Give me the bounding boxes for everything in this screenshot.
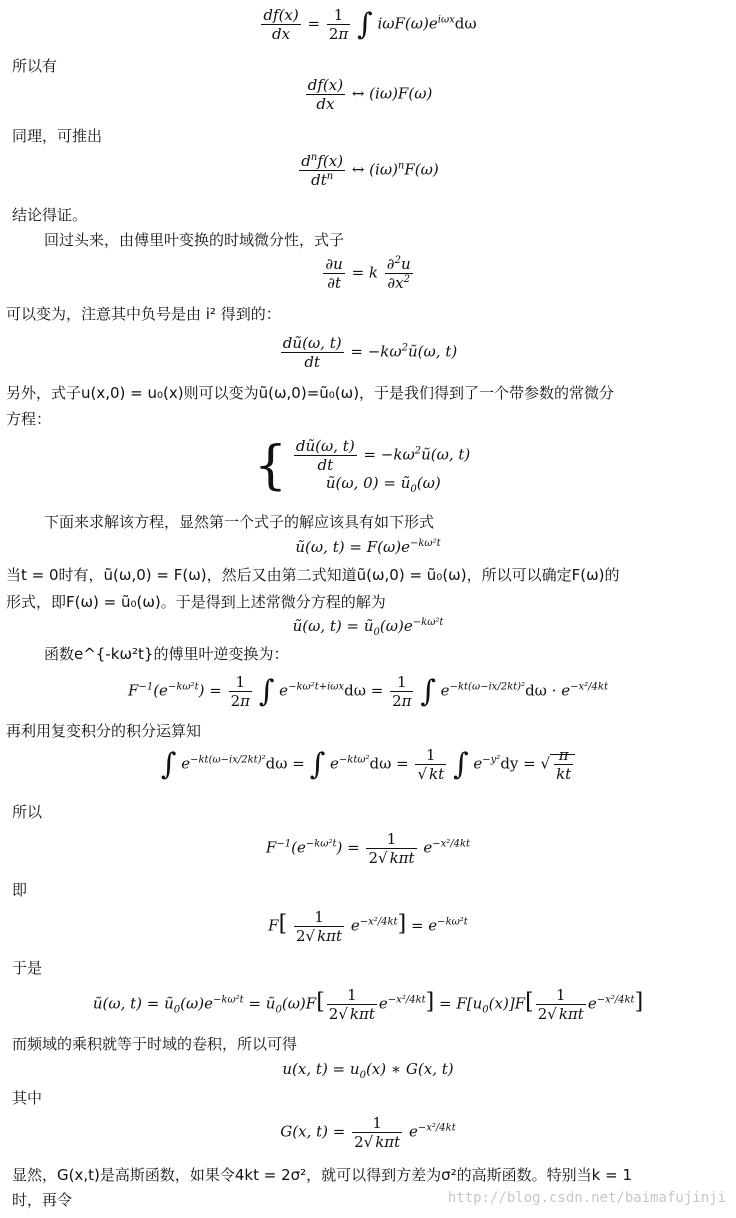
equation-4: $\frac{\partial u}{\partial t}$ = k $\frac{\partial^2u}{\partial x^2}$ — [325, 255, 411, 292]
equation-7: ũ(ω, $t) = F(\omega)e^{-k\omega^2t}$ — [295, 538, 441, 556]
text-line-18: 显然，G(x,t)是高斯函数，如果令4kt = 2σ²，就可以得到方差为σ²的高斯函数。特别当k = 1 — [12, 1166, 632, 1184]
equation-15: G(x, t) = $\frac{1}{\text{2√ kπt}}$ $e^{-x^2/4kt}$ — [280, 1114, 456, 1151]
equation-13: ũ(ω, $t) = ũ_0(\omega)e^{-k\omega^2t}$ = $ũ_0(\omega)F$[ $\frac{1}{\text{2√ kπt}}$ $e^{-x^2/4kt}] = F[u_0(x)]F$[ $\frac{1}{\text{2√ kπt}}$ $e^{-x^2/4kt}$] — [92, 986, 644, 1023]
text-line-16: 而频域的乘积就等于时域的卷积，所以可得 — [12, 1035, 298, 1053]
text-line-3: 结论得证。 — [12, 206, 88, 224]
text-line-11: 函数e^{-kω²t}的傅里叶逆变换为： — [44, 645, 289, 663]
equation-5: $\frac{dũ(\omega, t)}{dt}$ = $-k\omega^2ũ(\omega$, t) — [282, 334, 458, 371]
text-line-6: 另外，式子u(x,0) = u₀(x)则可以变为ũ(ω,0)=ũ₀(ω)，于是我们得到了一个带参数的常微分 — [6, 384, 615, 402]
equation-system: { $\frac{dũ(\omega, t)}{dt}$ = $-k\omega^2ũ(\omega$, t) ũ(ω, $0) = ũ_0(\omega)$ — [254, 436, 471, 496]
text-line-12: 再利用复变积分的积分运算知 — [6, 722, 202, 740]
equation-2: $\frac{df(x)}{dx}$ ↔ (iω)F(ω) — [307, 76, 433, 113]
equation-10: ∫ $e^{-kt(\omega-ix/2kt)^2}d\omega$ = ∫ $e^{-kt\omega^2}d\omega$ = $\frac{1}{√ kt}$ ∫ $e^{-y^2}dy$ = √ $\frac{\pi}{kt}$ — [0, 746, 736, 783]
equation-12: F[ $\frac{1}{\text{2√ kπt}}$ $e^{-x^2/4kt}] = e^{-k\omega^2t}$ — [268, 908, 468, 945]
equation-3: $\frac{d^nf(x)}{dt^n}$ ↔ $(i\omega)^nF(\omega)$ — [301, 152, 439, 189]
text-line-2: 同理，可推出 — [12, 127, 103, 145]
equation-14: u(x, $t) = u_0(x)$ ∗ G(x, t) — [282, 1060, 454, 1081]
text-line-1: 所以有 — [12, 57, 58, 75]
equation-9: $F^{-1}(e^{-k\omega^2t})$ = $\frac{1}{2\pi}$ ∫ $e^{-k\omega^2t+i\omega x}d\omega$ = $\frac{1}{2\pi}$ ∫ $e^{-kt(\omega-ix/2kt)^2}d\omega \cdot e^{-x^2/4kt}$ — [128, 673, 608, 710]
equation-8: ũ(ω, $t) = ũ_0(\omega)e^{-k\omega^2t}$ — [292, 617, 444, 638]
text-line-8: 下面来求解该方程，显然第一个式子的解应该具有如下形式 — [44, 513, 435, 531]
text-line-7: 方程： — [6, 410, 52, 428]
text-line-17: 其中 — [12, 1089, 43, 1107]
equation-1: $\frac{df(x)}{dx}$ = $\frac{1}{2\pi}$ ∫ $i\omega F(\omega)e^{i\omega x}d\omega$ — [263, 6, 477, 43]
text-line-13: 所以 — [12, 803, 43, 821]
text-line-10: 形式，即F(ω) = ũ₀(ω)。于是得到上述常微分方程的解为 — [6, 593, 386, 611]
text-line-4: 回过头来，由傅里叶变换的时域微分性，式子 — [44, 231, 345, 249]
text-line-5: 可以变为，注意其中负号是由 i² 得到的： — [6, 305, 281, 323]
text-line-15: 于是 — [12, 959, 43, 977]
text-line-19: 时，再令 — [12, 1191, 73, 1209]
equation-11: $F^{-1}(e^{-k\omega^2t})$ = $\frac{1}{\text{2√ kπt}}$ $e^{-x^2/4kt}$ — [265, 830, 471, 867]
watermark: http://blog.csdn.net/baimafujinji — [447, 1190, 726, 1206]
text-line-9: 当t = 0时有，ũ(ω,0) = F(ω)，然后又由第二式知道ũ(ω,0) = ũ₀(ω)，所以可以确定F(ω)的 — [6, 566, 620, 584]
text-line-14: 即 — [12, 881, 28, 899]
